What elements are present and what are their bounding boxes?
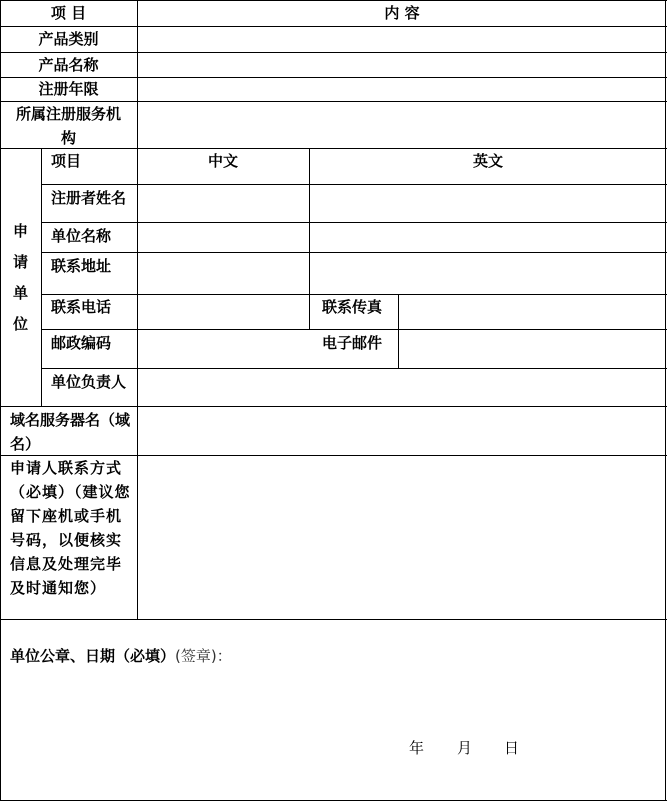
month-label: 月 [457, 739, 473, 757]
applicant-side-label-2: 请 [12, 253, 28, 271]
product-category-input[interactable] [138, 27, 665, 52]
applicant-col-item: 项目 [51, 152, 82, 170]
registration-agency-label: 所属注册服务机构 [15, 105, 121, 147]
registration-agency-input[interactable] [138, 102, 665, 148]
product-category-label: 产品类别 [38, 30, 99, 48]
day-label: 日 [504, 739, 520, 757]
rule [665, 0, 666, 801]
product-name-label: 产品名称 [38, 56, 99, 74]
contact-label [10, 456, 132, 600]
applicant-side-label-3: 单 [12, 284, 28, 302]
phone-input[interactable] [138, 295, 309, 329]
rule [0, 800, 667, 801]
email-input[interactable] [399, 330, 665, 368]
registration-term-label: 注册年限 [38, 80, 99, 98]
registration-term-input[interactable] [138, 78, 665, 101]
address-en-input[interactable] [310, 253, 665, 294]
applicant-side-label-1: 申 [12, 222, 28, 240]
postcode-input[interactable] [138, 330, 309, 368]
org-name-label: 单位名称 [51, 227, 112, 245]
unit-head-input[interactable] [138, 369, 665, 406]
product-name-input[interactable] [138, 53, 665, 77]
org-name-en-input[interactable] [310, 223, 665, 252]
address-cn-input[interactable] [138, 253, 309, 294]
phone-label: 联系电话 [51, 298, 112, 316]
header-content-label: 内 容 [384, 4, 420, 22]
applicant-col-english: 英文 [472, 152, 503, 170]
year-label: 年 [409, 739, 425, 757]
registrant-name-cn-input[interactable] [138, 185, 309, 222]
rule [41, 148, 42, 406]
postcode-label: 邮政编码 [51, 334, 112, 352]
dns-input[interactable] [138, 407, 665, 455]
seal-note: (签章)： [175, 647, 232, 665]
contact-input[interactable] [138, 456, 665, 619]
rule [0, 0, 1, 801]
seal-date-label [10, 644, 232, 668]
registrant-name-label: 注册者姓名 [51, 189, 127, 207]
registrant-name-en-input[interactable] [310, 185, 665, 222]
address-label: 联系地址 [51, 257, 112, 275]
seal-date-required: 单位公章、日期（必填） [10, 647, 176, 665]
contact-label-line2: （建议您留下座机或手机号码，以便核实信息及处理完毕及时通知您） [10, 483, 131, 597]
fax-label: 联系传真 [322, 298, 383, 316]
rule [0, 619, 667, 620]
applicant-side-label-4: 位 [12, 315, 28, 333]
header-item-label: 项 目 [50, 4, 87, 22]
contact-label-line1: 申请人联系方式（必填） [10, 459, 123, 501]
unit-head-label: 单位负责人 [51, 373, 127, 391]
dns-label: 域名服务器名（域名） [10, 411, 131, 453]
email-label: 电子邮件 [322, 334, 383, 352]
org-name-cn-input[interactable] [138, 223, 309, 252]
fax-input[interactable] [399, 295, 665, 329]
applicant-col-chinese: 中文 [207, 152, 238, 170]
